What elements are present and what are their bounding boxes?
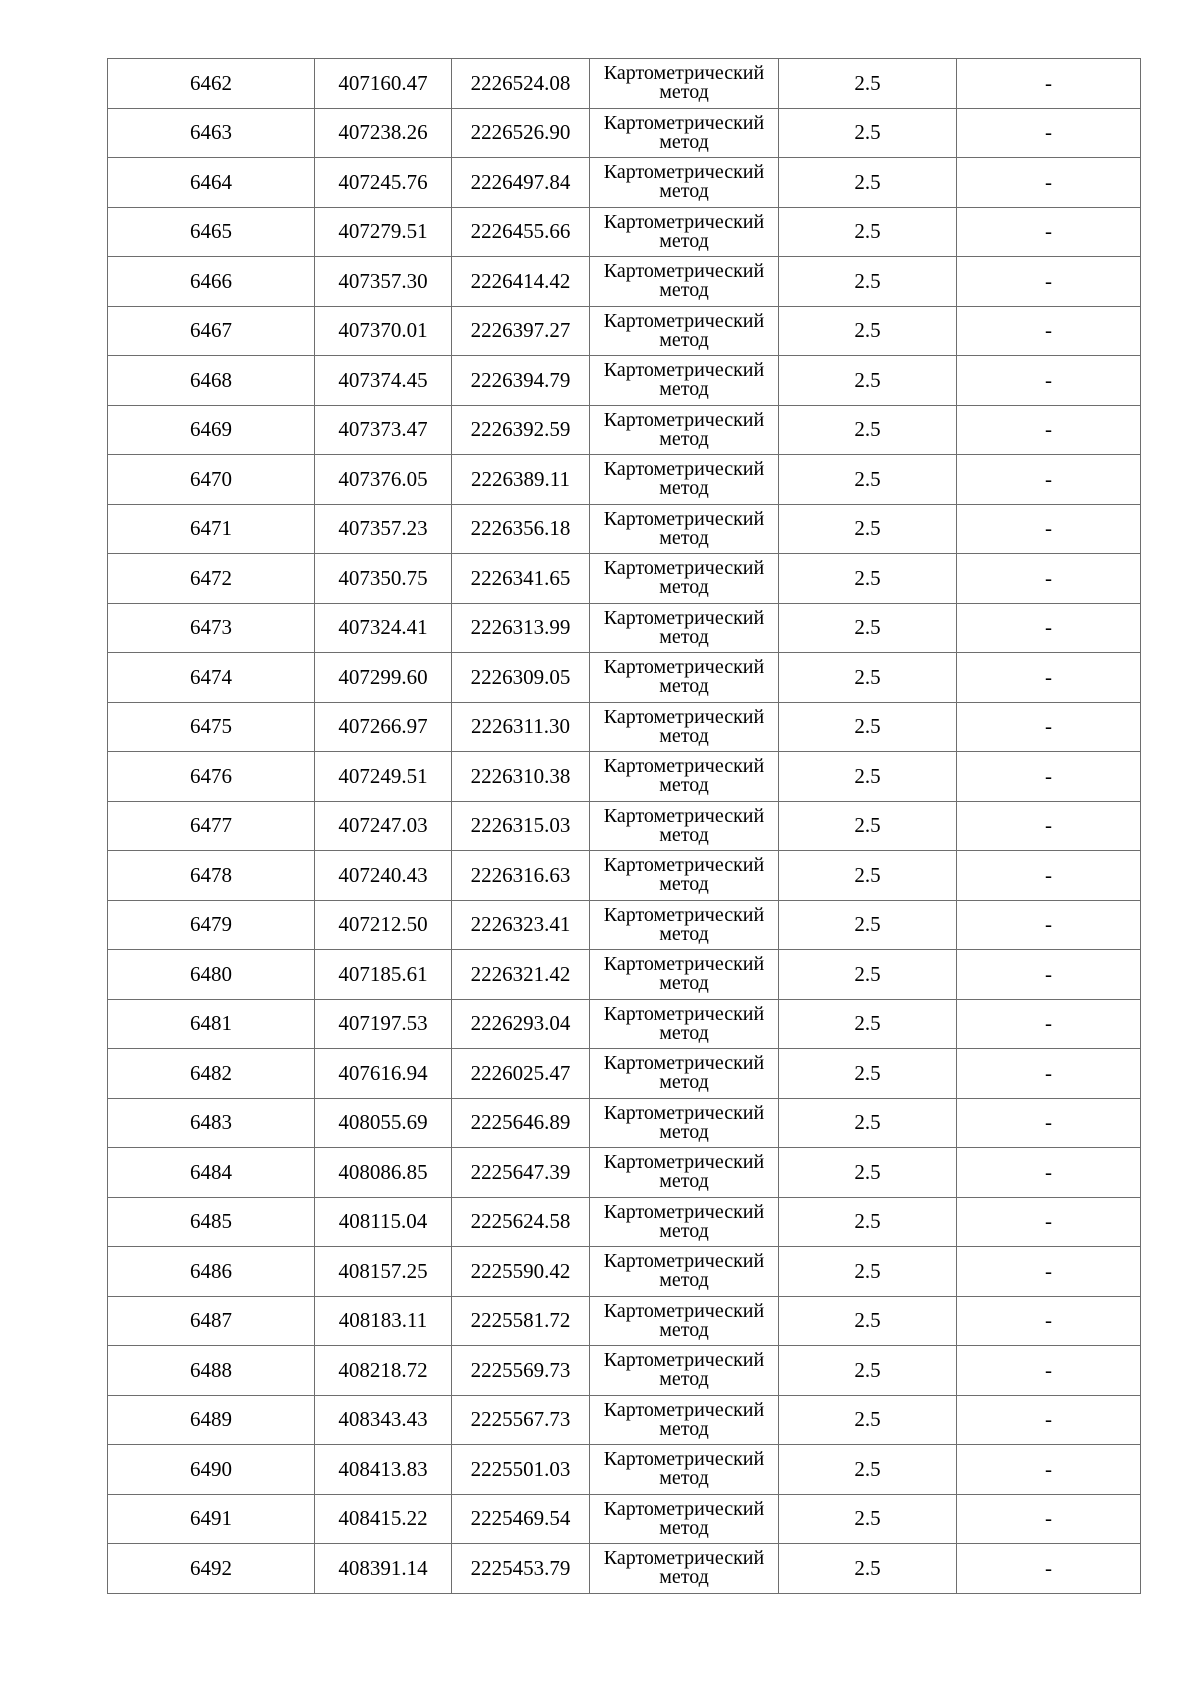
accuracy-cell: 2.5 — [779, 356, 957, 406]
method-text-line: Картометрический — [603, 755, 765, 778]
y-coordinate-cell: 2226313.99 — [452, 603, 590, 653]
table-row — [108, 455, 1141, 505]
table-row — [108, 59, 1141, 109]
accuracy-cell: 2.5 — [779, 1544, 957, 1594]
accuracy-cell: 2.5 — [779, 257, 957, 307]
x-coordinate-cell: 407374.45 — [315, 356, 452, 406]
accuracy-cell: 2.5 — [779, 554, 957, 604]
x-coordinate-cell: 407212.50 — [315, 900, 452, 950]
y-coordinate-cell: 2226526.90 — [452, 108, 590, 158]
method-text-line: метод — [659, 1467, 709, 1490]
x-coordinate-cell: 408415.22 — [315, 1494, 452, 1544]
method-text-line: Картометрический — [603, 210, 765, 233]
method-text-line: метод — [659, 922, 709, 945]
point-number-cell: 6483 — [108, 1098, 315, 1148]
accuracy-cell: 2.5 — [779, 158, 957, 208]
method-text-line: Картометрический — [603, 953, 765, 976]
table-row — [108, 653, 1141, 703]
accuracy-cell: 2.5 — [779, 306, 957, 356]
method-cell — [590, 653, 779, 703]
description-cell: - — [957, 1395, 1141, 1445]
method-text-line: Картометрический — [603, 804, 765, 827]
x-coordinate-cell: 408157.25 — [315, 1247, 452, 1297]
table-row — [108, 1346, 1141, 1396]
method-cell — [590, 752, 779, 802]
x-coordinate-cell: 407373.47 — [315, 405, 452, 455]
accuracy-cell: 2.5 — [779, 1445, 957, 1495]
method-cell — [590, 1494, 779, 1544]
point-number-cell: 6473 — [108, 603, 315, 653]
description-cell: - — [957, 1098, 1141, 1148]
method-text-line: метод — [659, 477, 709, 500]
description-cell: - — [957, 1544, 1141, 1594]
method-text-line: Картометрический — [603, 408, 765, 431]
y-coordinate-cell: 2226341.65 — [452, 554, 590, 604]
point-number-cell: 6475 — [108, 702, 315, 752]
y-coordinate-cell: 2226310.38 — [452, 752, 590, 802]
table-row — [108, 801, 1141, 851]
point-number-cell: 6468 — [108, 356, 315, 406]
x-coordinate-cell: 407616.94 — [315, 1049, 452, 1099]
point-number-cell: 6482 — [108, 1049, 315, 1099]
description-cell: - — [957, 801, 1141, 851]
x-coordinate-cell: 407350.75 — [315, 554, 452, 604]
point-number-cell: 6487 — [108, 1296, 315, 1346]
accuracy-cell: 2.5 — [779, 1494, 957, 1544]
table-row — [108, 851, 1141, 901]
method-cell — [590, 702, 779, 752]
y-coordinate-cell: 2226311.30 — [452, 702, 590, 752]
table-row — [108, 158, 1141, 208]
method-cell — [590, 554, 779, 604]
accuracy-cell: 2.5 — [779, 59, 957, 109]
x-coordinate-cell: 408413.83 — [315, 1445, 452, 1495]
y-coordinate-cell: 2226356.18 — [452, 504, 590, 554]
point-number-cell: 6485 — [108, 1197, 315, 1247]
method-cell — [590, 1148, 779, 1198]
method-cell — [590, 950, 779, 1000]
x-coordinate-cell: 407376.05 — [315, 455, 452, 505]
table-row — [108, 108, 1141, 158]
method-text-line: метод — [659, 873, 709, 896]
table-row — [108, 1494, 1141, 1544]
method-text-line: метод — [659, 229, 709, 252]
x-coordinate-cell: 407357.30 — [315, 257, 452, 307]
x-coordinate-cell: 408055.69 — [315, 1098, 452, 1148]
method-text-line: метод — [659, 576, 709, 599]
x-coordinate-cell: 407160.47 — [315, 59, 452, 109]
y-coordinate-cell: 2225581.72 — [452, 1296, 590, 1346]
method-text-line: Картометрический — [603, 1299, 765, 1322]
method-text-line: Картометрический — [603, 1547, 765, 1570]
method-cell — [590, 306, 779, 356]
method-text-line: метод — [659, 1120, 709, 1143]
method-text-line: метод — [659, 625, 709, 648]
method-cell — [590, 801, 779, 851]
description-cell: - — [957, 653, 1141, 703]
method-text-line: Картометрический — [603, 1398, 765, 1421]
point-number-cell: 6466 — [108, 257, 315, 307]
method-text-line: метод — [659, 279, 709, 302]
point-number-cell: 6480 — [108, 950, 315, 1000]
accuracy-cell: 2.5 — [779, 1395, 957, 1445]
method-text-line: метод — [659, 972, 709, 995]
accuracy-cell: 2.5 — [779, 851, 957, 901]
y-coordinate-cell: 2226309.05 — [452, 653, 590, 703]
method-text-line: Картометрический — [603, 1349, 765, 1372]
accuracy-cell: 2.5 — [779, 752, 957, 802]
accuracy-cell: 2.5 — [779, 1296, 957, 1346]
method-text-line: Картометрический — [603, 62, 765, 85]
description-cell: - — [957, 752, 1141, 802]
point-number-cell: 6465 — [108, 207, 315, 257]
method-text-line: метод — [659, 1021, 709, 1044]
description-cell: - — [957, 1494, 1141, 1544]
description-cell: - — [957, 306, 1141, 356]
method-cell — [590, 900, 779, 950]
x-coordinate-cell: 407324.41 — [315, 603, 452, 653]
accuracy-cell: 2.5 — [779, 1148, 957, 1198]
method-cell — [590, 108, 779, 158]
method-text-line: метод — [659, 1417, 709, 1440]
y-coordinate-cell: 2225647.39 — [452, 1148, 590, 1198]
point-number-cell: 6476 — [108, 752, 315, 802]
method-text-line: Картометрический — [603, 656, 765, 679]
table-row — [108, 900, 1141, 950]
point-number-cell: 6467 — [108, 306, 315, 356]
method-cell — [590, 207, 779, 257]
y-coordinate-cell: 2225646.89 — [452, 1098, 590, 1148]
y-coordinate-cell: 2226524.08 — [452, 59, 590, 109]
table-row — [108, 405, 1141, 455]
method-text-line: Картометрический — [603, 260, 765, 283]
method-cell — [590, 257, 779, 307]
point-number-cell: 6469 — [108, 405, 315, 455]
accuracy-cell: 2.5 — [779, 1247, 957, 1297]
table-row — [108, 1049, 1141, 1099]
method-cell — [590, 1544, 779, 1594]
y-coordinate-cell: 2226392.59 — [452, 405, 590, 455]
method-cell — [590, 158, 779, 208]
table-row — [108, 504, 1141, 554]
table-row — [108, 554, 1141, 604]
method-text-line: Картометрический — [603, 1497, 765, 1520]
table-row — [108, 950, 1141, 1000]
y-coordinate-cell: 2226315.03 — [452, 801, 590, 851]
accuracy-cell: 2.5 — [779, 653, 957, 703]
x-coordinate-cell: 407185.61 — [315, 950, 452, 1000]
method-text-line: метод — [659, 427, 709, 450]
point-number-cell: 6470 — [108, 455, 315, 505]
method-text-line: Картометрический — [603, 854, 765, 877]
description-cell: - — [957, 603, 1141, 653]
method-text-line: метод — [659, 724, 709, 747]
point-number-cell: 6471 — [108, 504, 315, 554]
x-coordinate-cell: 408183.11 — [315, 1296, 452, 1346]
accuracy-cell: 2.5 — [779, 900, 957, 950]
method-text-line: Картометрический — [603, 507, 765, 530]
y-coordinate-cell: 2226293.04 — [452, 999, 590, 1049]
table-row — [108, 702, 1141, 752]
x-coordinate-cell: 407266.97 — [315, 702, 452, 752]
method-cell — [590, 999, 779, 1049]
method-cell — [590, 59, 779, 109]
point-number-cell: 6489 — [108, 1395, 315, 1445]
point-number-cell: 6472 — [108, 554, 315, 604]
method-cell — [590, 603, 779, 653]
point-number-cell: 6492 — [108, 1544, 315, 1594]
table-row — [108, 1148, 1141, 1198]
point-number-cell: 6462 — [108, 59, 315, 109]
description-cell: - — [957, 1197, 1141, 1247]
description-cell: - — [957, 900, 1141, 950]
description-cell: - — [957, 455, 1141, 505]
method-text-line: Картометрический — [603, 1101, 765, 1124]
table-row — [108, 257, 1141, 307]
method-text-line: метод — [659, 81, 709, 104]
point-number-cell: 6488 — [108, 1346, 315, 1396]
table-row — [108, 999, 1141, 1049]
table-row — [108, 1544, 1141, 1594]
description-cell: - — [957, 1296, 1141, 1346]
method-cell — [590, 851, 779, 901]
x-coordinate-cell: 407249.51 — [315, 752, 452, 802]
method-text-line: Картометрический — [603, 359, 765, 382]
description-cell: - — [957, 108, 1141, 158]
table-row — [108, 1395, 1141, 1445]
description-cell: - — [957, 356, 1141, 406]
x-coordinate-cell: 407299.60 — [315, 653, 452, 703]
method-text-line: Картометрический — [603, 1052, 765, 1075]
accuracy-cell: 2.5 — [779, 999, 957, 1049]
y-coordinate-cell: 2226397.27 — [452, 306, 590, 356]
method-text-line: метод — [659, 1219, 709, 1242]
y-coordinate-cell: 2225624.58 — [452, 1197, 590, 1247]
point-number-cell: 6479 — [108, 900, 315, 950]
description-cell: - — [957, 1445, 1141, 1495]
point-number-cell: 6474 — [108, 653, 315, 703]
point-number-cell: 6464 — [108, 158, 315, 208]
method-text-line: метод — [659, 774, 709, 797]
description-cell: - — [957, 59, 1141, 109]
method-text-line: Картометрический — [603, 903, 765, 926]
method-cell — [590, 1098, 779, 1148]
accuracy-cell: 2.5 — [779, 603, 957, 653]
point-number-cell: 6484 — [108, 1148, 315, 1198]
method-text-line: Картометрический — [603, 1200, 765, 1223]
accuracy-cell: 2.5 — [779, 1197, 957, 1247]
coordinates-table — [107, 58, 1141, 1594]
method-cell — [590, 1296, 779, 1346]
x-coordinate-cell: 407197.53 — [315, 999, 452, 1049]
description-cell: - — [957, 554, 1141, 604]
x-coordinate-cell: 408343.43 — [315, 1395, 452, 1445]
table-row — [108, 1296, 1141, 1346]
description-cell: - — [957, 158, 1141, 208]
table-row — [108, 1445, 1141, 1495]
description-cell: - — [957, 851, 1141, 901]
table-row — [108, 1247, 1141, 1297]
description-cell: - — [957, 1247, 1141, 1297]
y-coordinate-cell: 2225590.42 — [452, 1247, 590, 1297]
table-row — [108, 1197, 1141, 1247]
method-cell — [590, 1197, 779, 1247]
x-coordinate-cell: 408391.14 — [315, 1544, 452, 1594]
method-cell — [590, 405, 779, 455]
method-text-line: метод — [659, 180, 709, 203]
method-text-line: метод — [659, 526, 709, 549]
method-text-line: метод — [659, 1318, 709, 1341]
accuracy-cell: 2.5 — [779, 702, 957, 752]
description-cell: - — [957, 257, 1141, 307]
y-coordinate-cell: 2226316.63 — [452, 851, 590, 901]
method-text-line: Картометрический — [603, 458, 765, 481]
y-coordinate-cell: 2226321.42 — [452, 950, 590, 1000]
x-coordinate-cell: 408115.04 — [315, 1197, 452, 1247]
y-coordinate-cell: 2225569.73 — [452, 1346, 590, 1396]
description-cell: - — [957, 207, 1141, 257]
method-cell — [590, 1247, 779, 1297]
y-coordinate-cell: 2225501.03 — [452, 1445, 590, 1495]
y-coordinate-cell: 2225567.73 — [452, 1395, 590, 1445]
y-coordinate-cell: 2226414.42 — [452, 257, 590, 307]
y-coordinate-cell: 2226323.41 — [452, 900, 590, 950]
y-coordinate-cell: 2226389.11 — [452, 455, 590, 505]
y-coordinate-cell: 2226394.79 — [452, 356, 590, 406]
table-row — [108, 1098, 1141, 1148]
method-text-line: метод — [659, 1566, 709, 1589]
point-number-cell: 6491 — [108, 1494, 315, 1544]
accuracy-cell: 2.5 — [779, 950, 957, 1000]
method-text-line: Картометрический — [603, 1151, 765, 1174]
x-coordinate-cell: 407357.23 — [315, 504, 452, 554]
method-text-line: Картометрический — [603, 111, 765, 134]
description-cell: - — [957, 504, 1141, 554]
point-number-cell: 6486 — [108, 1247, 315, 1297]
description-cell: - — [957, 999, 1141, 1049]
accuracy-cell: 2.5 — [779, 1049, 957, 1099]
method-text-line: метод — [659, 1269, 709, 1292]
point-number-cell: 6463 — [108, 108, 315, 158]
description-cell: - — [957, 1346, 1141, 1396]
method-cell — [590, 504, 779, 554]
x-coordinate-cell: 407245.76 — [315, 158, 452, 208]
table-row — [108, 207, 1141, 257]
x-coordinate-cell: 407279.51 — [315, 207, 452, 257]
description-cell: - — [957, 405, 1141, 455]
method-text-line: метод — [659, 675, 709, 698]
description-cell: - — [957, 702, 1141, 752]
x-coordinate-cell: 407240.43 — [315, 851, 452, 901]
table-row — [108, 603, 1141, 653]
method-text-line: Картометрический — [603, 161, 765, 184]
accuracy-cell: 2.5 — [779, 405, 957, 455]
point-number-cell: 6481 — [108, 999, 315, 1049]
method-text-line: Картометрический — [603, 1448, 765, 1471]
description-cell: - — [957, 950, 1141, 1000]
x-coordinate-cell: 407370.01 — [315, 306, 452, 356]
table-row — [108, 356, 1141, 406]
accuracy-cell: 2.5 — [779, 504, 957, 554]
accuracy-cell: 2.5 — [779, 801, 957, 851]
method-text-line: Картометрический — [603, 1250, 765, 1273]
method-text-line: метод — [659, 1368, 709, 1391]
method-text-line: метод — [659, 1071, 709, 1094]
x-coordinate-cell: 407238.26 — [315, 108, 452, 158]
method-cell — [590, 1395, 779, 1445]
method-cell — [590, 356, 779, 406]
method-text-line: метод — [659, 1170, 709, 1193]
y-coordinate-cell: 2226455.66 — [452, 207, 590, 257]
method-text-line: Картометрический — [603, 705, 765, 728]
point-number-cell: 6477 — [108, 801, 315, 851]
point-number-cell: 6490 — [108, 1445, 315, 1495]
description-cell: - — [957, 1049, 1141, 1099]
method-text-line: Картометрический — [603, 1002, 765, 1025]
x-coordinate-cell: 408086.85 — [315, 1148, 452, 1198]
method-cell — [590, 1049, 779, 1099]
method-text-line: метод — [659, 130, 709, 153]
y-coordinate-cell: 2226497.84 — [452, 158, 590, 208]
method-text-line: метод — [659, 328, 709, 351]
method-text-line: Картометрический — [603, 606, 765, 629]
method-cell — [590, 1445, 779, 1495]
y-coordinate-cell: 2225453.79 — [452, 1544, 590, 1594]
description-cell: - — [957, 1148, 1141, 1198]
method-text-line: метод — [659, 378, 709, 401]
method-cell — [590, 1346, 779, 1396]
method-text-line: метод — [659, 823, 709, 846]
table-row — [108, 306, 1141, 356]
accuracy-cell: 2.5 — [779, 1346, 957, 1396]
accuracy-cell: 2.5 — [779, 207, 957, 257]
accuracy-cell: 2.5 — [779, 108, 957, 158]
method-text-line: метод — [659, 1516, 709, 1539]
x-coordinate-cell: 407247.03 — [315, 801, 452, 851]
y-coordinate-cell: 2225469.54 — [452, 1494, 590, 1544]
method-text-line: Картометрический — [603, 309, 765, 332]
point-number-cell: 6478 — [108, 851, 315, 901]
method-cell — [590, 455, 779, 505]
y-coordinate-cell: 2226025.47 — [452, 1049, 590, 1099]
accuracy-cell: 2.5 — [779, 1098, 957, 1148]
accuracy-cell: 2.5 — [779, 455, 957, 505]
method-text-line: Картометрический — [603, 557, 765, 580]
x-coordinate-cell: 408218.72 — [315, 1346, 452, 1396]
table-row — [108, 752, 1141, 802]
